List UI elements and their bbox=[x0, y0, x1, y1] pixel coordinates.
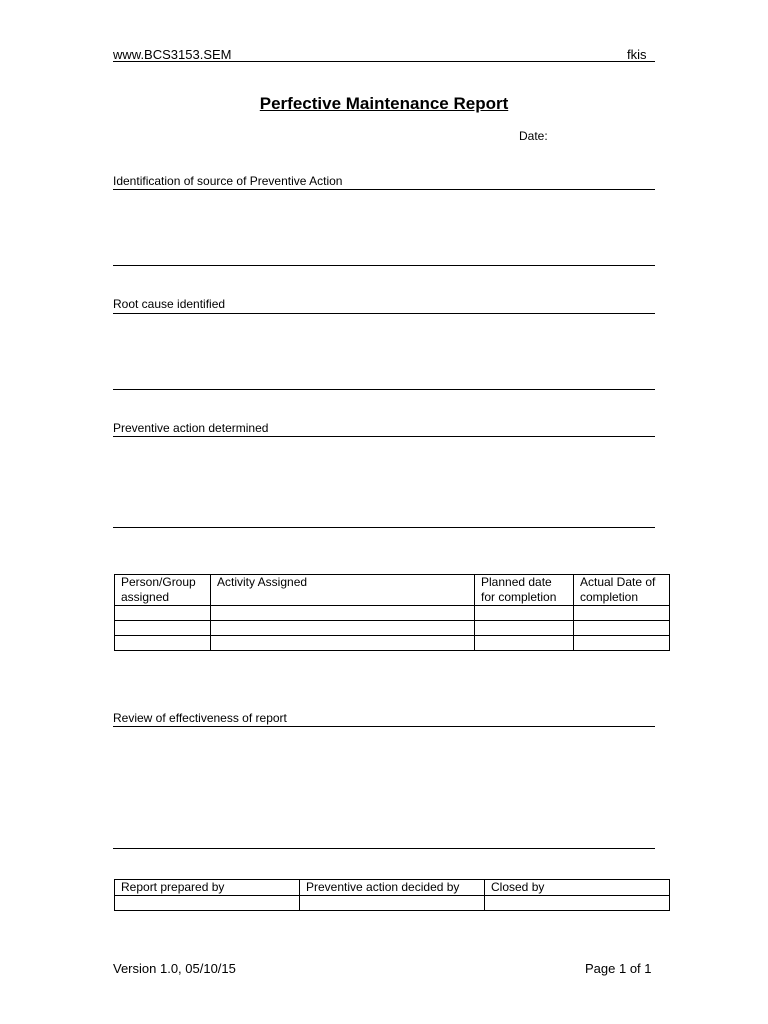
footer-page-number: Page 1 of 1 bbox=[585, 961, 652, 976]
footer-version: Version 1.0, 05/10/15 bbox=[113, 961, 236, 976]
identification-label: Identification of source of Preventive Action bbox=[113, 174, 343, 188]
header-preventive-action-decided-by: Preventive action decided by bbox=[300, 880, 485, 896]
review-label: Review of effectiveness of report bbox=[113, 711, 287, 725]
person-group-cell[interactable] bbox=[115, 606, 211, 621]
person-group-cell[interactable] bbox=[115, 636, 211, 651]
planned-date-cell[interactable] bbox=[475, 621, 574, 636]
header-report-prepared-by: Report prepared by bbox=[115, 880, 300, 896]
planned-date-cell[interactable] bbox=[475, 636, 574, 651]
activity-table bbox=[114, 574, 670, 651]
table-row bbox=[115, 636, 670, 651]
preventive-action-decided-by-cell[interactable] bbox=[300, 896, 485, 911]
person-group-cell[interactable] bbox=[115, 621, 211, 636]
identification-field-bottom-rule bbox=[113, 265, 655, 266]
actual-date-cell[interactable] bbox=[574, 636, 670, 651]
date-label: Date: bbox=[519, 129, 548, 143]
preventive-action-field-bottom-rule bbox=[113, 527, 655, 528]
activity-cell[interactable] bbox=[211, 621, 475, 636]
table-row bbox=[115, 896, 670, 911]
review-field-bottom-rule bbox=[113, 848, 655, 849]
header-rule bbox=[113, 61, 655, 62]
header-right-text: fkis bbox=[627, 47, 647, 62]
root-cause-label: Root cause identified bbox=[113, 297, 226, 311]
root-cause-field-bottom-rule bbox=[113, 389, 655, 390]
header-activity-assigned: Activity Assigned bbox=[211, 575, 475, 606]
planned-date-cell[interactable] bbox=[475, 606, 574, 621]
page-title: Perfective Maintenance Report bbox=[259, 94, 509, 113]
review-label-rule bbox=[113, 726, 655, 727]
table-row bbox=[115, 606, 670, 621]
table-row bbox=[115, 621, 670, 636]
actual-date-cell[interactable] bbox=[574, 621, 670, 636]
signoff-table bbox=[114, 879, 670, 911]
preventive-action-label-rule bbox=[113, 436, 655, 437]
header-closed-by: Closed by bbox=[485, 880, 670, 896]
header-actual-date: Actual Date of completion bbox=[574, 575, 670, 606]
activity-cell[interactable] bbox=[211, 636, 475, 651]
header-url: www.BCS3153.SEM bbox=[113, 47, 232, 62]
closed-by-cell[interactable] bbox=[485, 896, 670, 911]
activity-table-header-row bbox=[115, 575, 670, 606]
root-cause-label-rule bbox=[113, 313, 655, 314]
header-planned-date: Planned date for completion bbox=[475, 575, 574, 606]
activity-cell[interactable] bbox=[211, 606, 475, 621]
preventive-action-label: Preventive action determined bbox=[113, 421, 269, 435]
identification-label-rule bbox=[113, 189, 655, 190]
actual-date-cell[interactable] bbox=[574, 606, 670, 621]
header-person-group: Person/Group assigned bbox=[115, 575, 211, 606]
report-prepared-by-cell[interactable] bbox=[115, 896, 300, 911]
signoff-header-row bbox=[115, 880, 670, 896]
